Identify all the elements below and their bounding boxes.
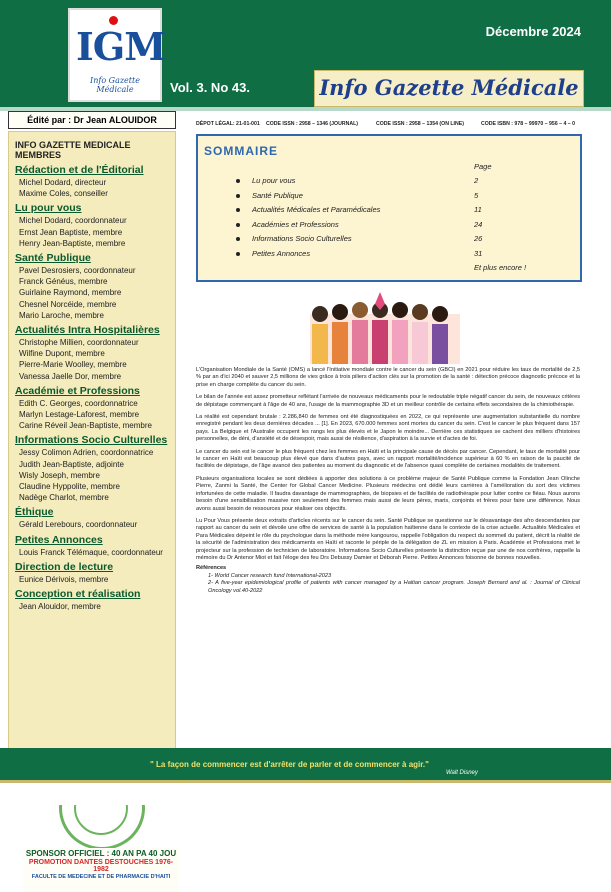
bullet-icon [236, 237, 240, 241]
sidebar-member: Edith C. Georges, coordonnatrice [19, 398, 138, 408]
sommaire-page-number: 24 [474, 219, 483, 229]
sidebar-section-heading: Informations Socio Culturelles [15, 434, 168, 447]
bullet-icon [236, 208, 240, 212]
sidebar-section-heading: Lu pour vous [15, 202, 82, 215]
gazette-title: Info Gazette Médicale [319, 75, 579, 100]
sidebar-member: Christophe Millien, coordonnateur [19, 338, 139, 347]
quote-text: " La façon de commencer est d'arrêter de parler et de commencer à agir." [150, 760, 429, 769]
paragraph: La réalité est cependant brutale : 2.286,840 de femmes ont été diagnostiquées en 2022, ce qui représente une augmentation substantielle du nombre enregistré pendant les deux dernières décades ... [1]. En 2023, 670.000 femmes sont mortes du cancer du sein. C'est le cancer le plus fréquent dans 157 pays. La Belgique et l'Australie occupent les rangs les plus élevés et le Japon le moindre... Derrière ces statistiques se cachent des milliers d'histoires personnelles, de déni, d'anxiété et de désespoir, mais aussi de résilience, d'aspiration à la survie et d'actes de foi. [196, 414, 580, 443]
sponsor-line-2: PROMOTION DANTES DESTOUCHES 1976-1982 [28, 859, 174, 873]
depot-legal: DÉPOT LÉGAL: 21-01-001 [196, 121, 260, 127]
bullet-icon [236, 252, 240, 256]
sidebar-member: Chesnel Norcéide, membre [19, 299, 117, 309]
members-sidebar [8, 131, 177, 880]
sidebar-section-heading: Rédaction et de l'Éditorial [15, 164, 144, 176]
sidebar-section-heading: Santé Publique [15, 252, 91, 264]
volume-number: Vol. 3. No 43. [170, 80, 250, 95]
sidebar-member: Maxime Coles, conseiller [19, 189, 108, 199]
sidebar-member: Jean Alouidor, membre [19, 602, 101, 611]
bullet-icon [236, 179, 240, 183]
sidebar-member: Michel Dodard, coordonnateur [19, 216, 127, 226]
sommaire-page-number: 11 [474, 205, 482, 214]
sommaire-page-label: Page [474, 162, 492, 171]
sponsor-box [23, 848, 179, 892]
women-illustration [240, 284, 528, 364]
sidebar-section-heading: Académie et Professions [15, 384, 140, 397]
paragraph: Lu Pour Vous présente deux extraits d'articles récents sur le cancer du sein. Santé Publique se questionne sur le désavantage des afro descendantes par rapport au cancer du sein et dévoile une offre de services de santé à la population haïtienne dans le contexte de la crise actuelle. Actualités Médicales et Para Médicales dépeint le rôle du psychologue dans la méthode mère kangourou, rappelle l'obligation du respect du sommeil du patient, décrit la réalité de la sécurité de l'administration des médicaments en Haïti et raconte le périple de la délégation de ZL en mission à Paris. Académie et Professions met le projecteur sur la profession de technicien de laboratoire. Informations Socio Culturelles présente la distinction reçue par une de nos confrères, rappelle la mémoire du Dr Antenor Miot et fait l'éloge des feu Drs Debussy Damier et Déborah Pierre. Petites Annonces foisonne de bonnes nouvelles. [196, 517, 580, 561]
quote-author: Walt Disney [446, 770, 478, 776]
sidebar-member: Ernst Jean Baptiste, membre [19, 227, 123, 237]
sidebar-member: Vanessa Jaelle Dor, membre [19, 371, 122, 381]
sidebar-section-heading: Petites Annonces [15, 533, 103, 546]
paragraph: Plusieurs organisations locales se sont dédiées à apporter des solutions à ce problème majeur de Santé Publique comme la Fondation Jean Olinche Pierre, Zanmi la Santé, the Center for Global Cancer Medicine. Plusieurs médecins ont dédié leurs carrières à l'amélioration du sort des victimes infortunées de cette maladie. Il faudra davantage de mammographies, de biopsies et de facilités de radiothérapie pour lutter contre ce fléau. Nous aurons besoin d'une sensibilisation massive non seulement des femmes mais aussi de leurs pères, maris, conjoints et frères pour faire une différence. Nous avons aussi besoin de ressources pour réaliser ces objectifs. [196, 475, 580, 512]
issn-online: CODE ISSN : 2958 – 1354 (ON LINE) [376, 121, 464, 127]
sidebar-member: Nadège Charlot, membre [19, 493, 109, 503]
logo-subtitle: Info Gazette Médicale [90, 76, 140, 94]
paragraph: Le bilan de l'année est assez prometteur reflétant l'arrivée de nouveaux médicaments pour le redoutable triple négatif cancer du sein, de nouveaux critères de dépistage commençant à l'âge de 40 ans, l'usage de la mammographie 3D et un meilleur contrôle de certains effets secondaires de la chimiothérapie. [196, 394, 580, 408]
sidebar-member: Mario Laroche, membre [19, 310, 104, 320]
sidebar-section-heading: Direction de lecture [15, 560, 114, 573]
depot-legal-bar [196, 119, 582, 130]
sommaire-page-number: 2 [474, 176, 479, 185]
sommaire-title: SOMMAIRE [204, 144, 278, 158]
sidebar-member: Claudine Hyppolite, membre [19, 482, 120, 491]
editor-line: Édité par : Dr Jean ALOUIDOR [8, 111, 176, 129]
sommaire-item[interactable]: Lu pour vous [252, 176, 296, 185]
reference-item: 1- World Cancer research fund International-2023 [208, 572, 332, 579]
sommaire-item[interactable]: Petites Annonces [252, 248, 311, 258]
title-banner [314, 70, 584, 107]
sidebar-section-heading: Éthique [15, 506, 54, 519]
paragraph: Le cancer du sein est le cancer le plus fréquent chez les femmes en Haïti et la principale cause de décès par cancer. Cependant, le taux de mortalité pour le cancer en Haïti est beaucoup plus élevé que dans d'autres pays, avec un rapport mortalité/incidence supérieur à 60 % en raison de la paucité de facilités de dépistage, de l'âge avancé des patientes au moment du diagnostic et de l'absence quasi complète de certaines modalités de traitement. [196, 448, 580, 470]
bullet-icon [236, 223, 240, 227]
sidebar-member: Pierre-Marie Woolley, membre [19, 360, 127, 370]
sidebar-member: Franck Généus, membre [19, 277, 108, 287]
sommaire-box [196, 134, 582, 282]
article-body [196, 367, 580, 595]
sidebar-member: Guirlaine Raymond, membre [19, 288, 122, 298]
sidebar-member: Wilfine Dupont, membre [19, 349, 105, 359]
sidebar-section-heading: Conception et réalisation [15, 588, 141, 600]
sidebar-member: Jessy Colimon Adrien, coordonnatrice [19, 448, 154, 458]
igm-logo [68, 8, 166, 102]
sponsor-line-3: FACULTE DE MEDECINE ET DE PHARMACIE D'HAITI [31, 874, 171, 880]
references-title: Références [196, 565, 227, 572]
reference-item: 2- A five-year epidemiological profile of patients with cancer managed by a Haitian cancer program. Joseph Bernard and al. : Journal of Clinical Oncology vol.40-2022 [208, 580, 580, 594]
sommaire-page-number: 5 [474, 190, 479, 200]
sommaire-page-number: 26 [474, 234, 483, 243]
sponsor-line-1: SPONSOR OFFICIEL : 40 AN PA 40 JOU [25, 849, 177, 858]
sidebar-member: Gérald Lerebours, coordonnateur [19, 520, 138, 530]
sidebar-member: Wisly Joseph, membre [19, 470, 100, 480]
sidebar-member: Marlyn Lestage-Laforest, membre [19, 410, 140, 419]
sidebar-member: Michel Dodard, directeur [19, 178, 107, 187]
sommaire-item[interactable]: Actualités Médicales et Paramédicales [252, 205, 381, 214]
sommaire-more: Et plus encore ! [474, 263, 527, 272]
sommaire-page-number: 31 [474, 248, 483, 258]
paragraph: L'Organisation Mondiale de la Santé (OMS) a lancé l'Initiative mondiale contre le cancer du sein (GBCI) en 2021 pour réduire les taux de mortalité de 2,5 % par an d'ici 2040 et sauver 2,5 millions de vies grâce à trois piliers d'action clés sur la promotion de la santé : détection précoce diagnostic précoce et la prise en charge complète du cancer du sein. [196, 367, 580, 388]
sidebar-title: INFO GAZETTE MEDICALE MEMBRES [15, 140, 131, 160]
bullet-icon [236, 194, 240, 198]
sidebar-member: Henry Jean-Baptiste, membre [19, 238, 126, 248]
sommaire-item[interactable]: Informations Socio Culturelles [252, 234, 352, 243]
isbn: CODE ISBN : 978 – 99970 – 956 – 4 – 0 [481, 121, 576, 127]
sommaire-item[interactable]: Santé Publique [252, 190, 303, 200]
issue-date: Décembre 2024 [485, 24, 581, 39]
footer-band [0, 780, 611, 805]
issn-journal: CODE ISSN : 2958 – 1346 (JOURNAL) [266, 121, 358, 127]
sommaire-item[interactable]: Académies et Professions [252, 219, 339, 229]
sidebar-member: Carine Réveil Jean-Baptiste, membre [19, 421, 152, 431]
sidebar-member: Pavel Desrosiers, coordonnateur [19, 266, 136, 275]
sidebar-member: Louis Franck Télémaque, coordonnateur [19, 547, 163, 557]
logo-text: IGM [76, 24, 166, 69]
sidebar-member: Judith Jean-Baptiste, adjointe [19, 459, 124, 469]
sidebar-member: Eunice Dérivois, membre [19, 574, 109, 584]
sidebar-section-heading: Actualités Intra Hospitalières [15, 324, 160, 336]
